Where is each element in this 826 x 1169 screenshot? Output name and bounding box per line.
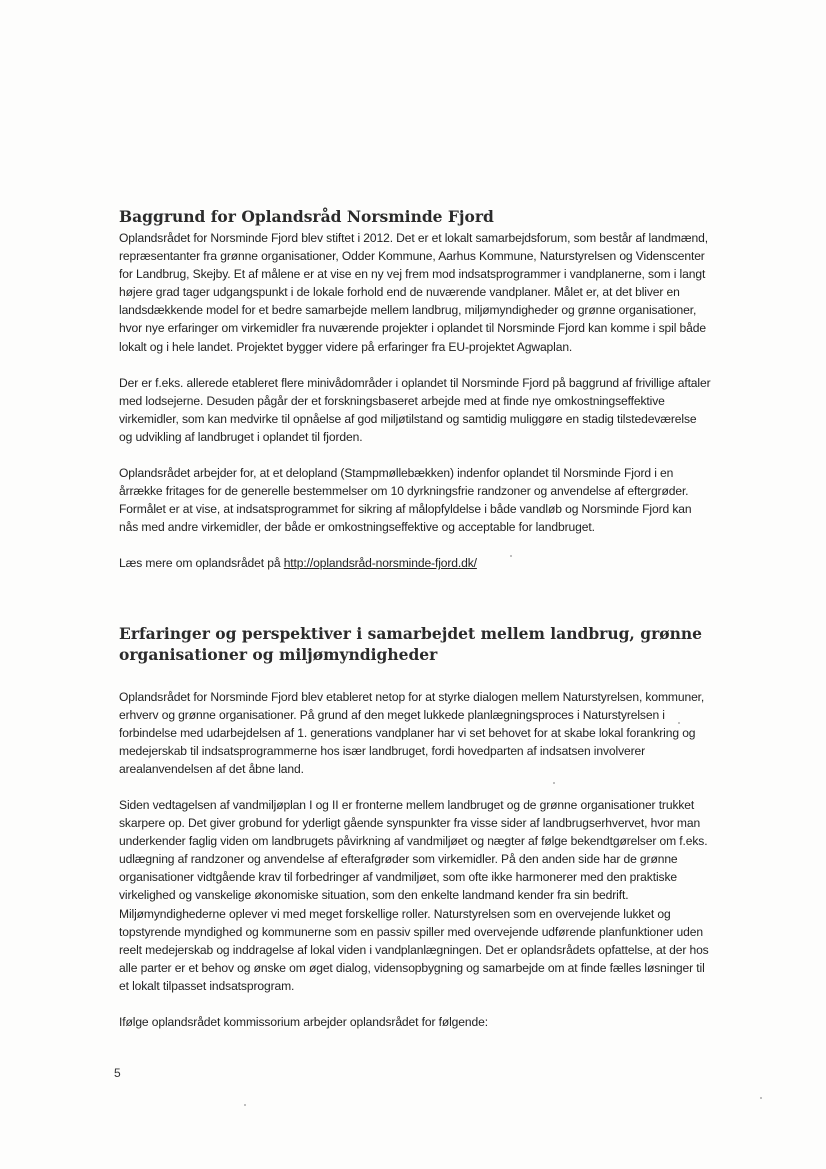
paragraph: Oplandsrådet for Norsminde Fjord blev etableret netop for at styrke dialogen mellem Naturstyrelsen, kommuner, erhverv og grønne organisationer. På grund af den meget lukkede planlægningsproces i Naturstyrelsen i forbindelse med udarbejdelsen af 1. generations vandplaner har vi set behovet for at skabe lokal forankring og medejerskab til indsatsprogrammerne hos især landbruget, fordi hovedparten af indsatsen involverer arealanvendelsen af det åbne land. <box>119 689 705 776</box>
paragraph: Ifølge oplandsrådet kommissorium arbejder oplandsrådet for følgende: <box>119 1015 488 1029</box>
paragraph: Siden vedtagelsen af vandmiljøplan I og II er fronterne mellem landbruget og de grønne organisationer trukket skarpere op. Det giver grobund for yderligt gående synspunkter fra visse sider af landbrugserhvervet, hvor man underkender faglig viden om landbrugets påvirkning af vandmiljøet og nægter af følge bekendtgørelser om f.eks. udlægning af randzoner og anvendelse af efterafgrøder som virkemidler. På den anden side har de grønne organisationer vidtgående krav til forbedringer af vandmiljøet, som ofte ikke harmonerer med den praktiske virkelighed og vanskelige økonomiske situation, som den enkelte landmand kender fra sin bedrift. Miljømyndighederne oplever vi med meget forskellige roller. Naturstyrelsen som en overvejende lukket og topstyrende myndighed og kommunerne som en passiv spiller med overvejende udførende planfunktioner uden reelt medejerskab og inddragelse af lokal viden i vandplanlægningen. Det er oplandsrådets opfattelse, at der hos alle parter er et behov og ønske om øget dialog, vidensopbygning og samarbejde om at finde fælles løsninger til et lokalt tilpasset indsatsprogram. <box>119 797 709 993</box>
scan-speck <box>510 555 512 557</box>
paragraph: Oplandsrådet arbejder for, at et delopland (Stampmøllebækken) indenfor oplandet til Norsminde Fjord i en årrække fritages for de generelle bestemmelser om 10 dyrkningsfrie randzoner og anvendelse af eftergrøder. Formålet er at vise, at indsatsprogrammet for sikring af målopfyldelse i både vandløb og Norsminde Fjord kan nås med andre virkemidler, der både er omkostningseffektive og acceptable for landbruget. <box>119 466 692 535</box>
section-heading-erfaringer: Erfaringer og perspektiver i samarbejdet mellem landbrug, grønne organisationer og miljømyndigheder <box>119 623 702 664</box>
page-content <box>119 207 711 1031</box>
scan-speck <box>678 722 680 724</box>
section-heading-baggrund: Baggrund for Oplandsråd Norsminde Fjord <box>119 207 494 226</box>
paragraph: Der er f.eks. allerede etableret flere minivådområder i oplandet til Norsminde Fjord på baggrund af frivillige aftaler med lodsejerne. Desuden pågår der et forskningsbaseret arbejde med at finde nye omkostningseffektive virkemidler, som kan medvirke til opnåelse af god miljøtilstand og samtidig muliggøre en stadig tilstedeværelse og udvikling af landbruget i oplandet til fjorden. <box>119 375 711 444</box>
read-more-line <box>119 554 711 572</box>
read-more-text: Læs mere om oplandsrådet på <box>119 556 284 571</box>
page-number: 5 <box>114 1066 121 1080</box>
website-link[interactable]: http://oplandsråd-norsminde-fjord.dk/ <box>283 556 477 571</box>
scan-speck <box>760 1097 762 1099</box>
scan-speck <box>553 782 555 784</box>
paragraph: Oplandsrådet for Norsminde Fjord blev stiftet i 2012. Det er et lokalt samarbejdsforum, som består af landmænd, repræsentanter fra grønne organisationer, Odder Kommune, Aarhus Kommune, Naturstyrelsen og Videnscenter for Landbrug, Skejby. Et af målene er at vise en ny vej frem mod indsatsprogrammer i vandplanerne, som i langt højere grad tager udgangspunkt i de lokale forhold end de nuværende vandplaner. Målet er, at det bliver en landsdækkende model for et bedre samarbejde mellem landbrug, miljømyndigheder og grønne organisationer, hvor nye erfaringer om virkemidler fra nuværende projekter i oplandet til Norsminde Fjord kan komme i spil både lokalt og i hele landet. Projektet bygger videre på erfaringer fra EU-projektet Agwaplan. <box>119 231 708 354</box>
scan-speck <box>244 1104 246 1106</box>
